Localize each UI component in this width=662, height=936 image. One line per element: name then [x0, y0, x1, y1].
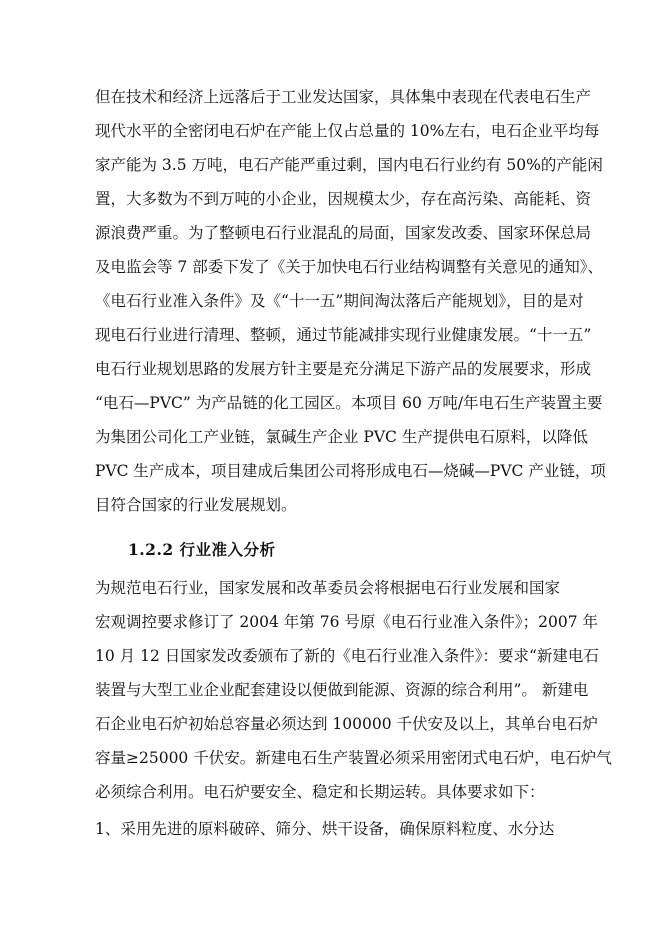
text-line: 为规范电石行业，国家发展和改革委员会将根据电石行业发展和国家	[95, 579, 561, 597]
text-line: 必须综合利用。电石炉要安全、稳定和长期运转。具体要求如下：	[95, 783, 545, 801]
text-line: 石企业电石炉初始总容量必须达到 100000 千伏安及以上，其单台电石炉	[95, 715, 599, 733]
text-line: 装置与大型工业企业配套建设以便做到能源、资源的综合利用”。 新建电	[95, 681, 589, 699]
section-heading: 1.2.2 行业准入分析	[128, 540, 276, 559]
text-line: 源浪费严重。为了整顿电石行业混乱的局面，国家发改委、国家环保总局	[95, 224, 592, 242]
text-line: 10 月 12 日国家发改委颁布了新的《电石行业准入条件》：要求“新建电石	[95, 647, 599, 665]
text-line: 宏观调控要求修订了 2004 年第 76 号原《电石行业准入条件》；2007 年	[95, 613, 599, 631]
text-line: 但在技术和经济上远落后于工业发达国家，具体集中表现在代表电石生产	[95, 88, 592, 106]
text-line: 家产能为 3.5 万吨，电石产能严重过剩，国内电石行业约有 50%的产能闲	[95, 156, 603, 174]
text-line: 《电石行业准入条件》及《“十一五”期间淘汰落后产能规划》，目的是对	[95, 292, 584, 310]
text-line: PVC 生产成本，项目建成后集团公司将形成电石—烧碱—PVC 产业链，项	[95, 462, 606, 480]
text-line: “电石—PVC” 为产品链的化工园区。本项目 60 万吨/年电石生产装置主要	[95, 394, 603, 412]
text-line: 电石行业规划思路的发展方针主要是充分满足下游产品的发展要求，形成	[95, 360, 592, 378]
text-line: 现电石行业进行清理、整顿，通过节能减排实现行业健康发展。“十一五”	[95, 326, 592, 344]
text-line: 置，大多数为不到万吨的小企业，因规模太少，存在高污染、高能耗、资	[95, 190, 592, 208]
text-line: 目符合国家的行业发展规划。	[95, 496, 297, 514]
text-line: 现代水平的全密闭电石炉在产能上仅占总量的 10%左右，电石企业平均每	[95, 122, 600, 140]
text-line: 及电监会等 7 部委下发了《关于加快电石行业结构调整有关意见的通知》、	[95, 258, 603, 276]
text-line: 为集团公司化工产业链，氯碱生产企业 PVC 生产提供电石原料，以降低	[95, 428, 588, 446]
list-item: 1、采用先进的原料破碎、筛分、烘干设备，确保原料粒度、水分达	[95, 820, 555, 838]
text-line: 容量≥25000 千伏安。新建电石生产装置必须采用密闭式电石炉，电石炉气	[95, 749, 612, 767]
